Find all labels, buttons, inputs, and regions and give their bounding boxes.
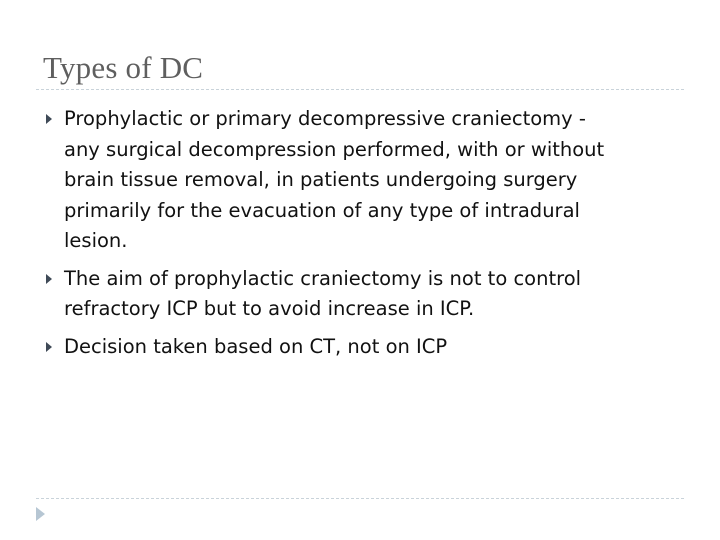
slide-next-arrow-icon[interactable] (36, 507, 45, 521)
bullet-list (44, 104, 664, 369)
triangle-right-icon (46, 274, 52, 284)
triangle-right-icon (46, 342, 52, 352)
bullet-item (44, 104, 664, 257)
footer-divider (36, 498, 684, 499)
triangle-right-icon (46, 114, 52, 124)
bullet-item (44, 332, 664, 363)
bullet-text: The aim of prophylactic craniectomy is not to control refractory ICP but to avoid increase in ICP. (64, 266, 582, 320)
bullet-text: Decision taken based on CT, not on ICP (64, 334, 448, 358)
bullet-item (44, 264, 664, 325)
bullet-text: Prophylactic or primary decompressive craniectomy - any surgical decompression performed, with or without brain tissue removal, in patients undergoing surgery primarily for the evacuation of any type of intradural lesion. (64, 107, 605, 252)
slide-title: Types of DC (43, 50, 204, 85)
title-divider (36, 89, 684, 90)
